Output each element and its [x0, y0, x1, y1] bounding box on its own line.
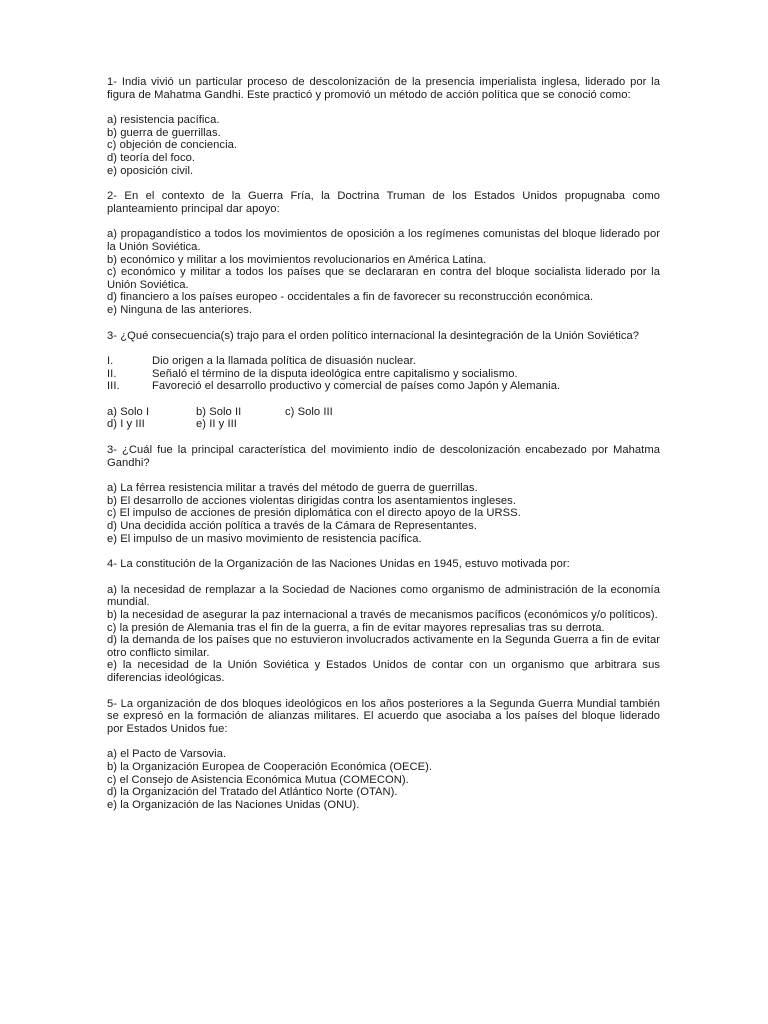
question-3a-statements — [107, 355, 660, 393]
option-d: d) I y III — [107, 418, 145, 431]
option-a: a) La férrea resistencia militar a través del método de guerra de guerrillas. — [107, 482, 478, 495]
option-b: b) El desarrollo de acciones violentas dirigidas contra los asentamientos ingleses. — [107, 494, 516, 507]
option-c: c) la presión de Alemania tras el fin de la guerra, a fin de evitar mayores represalias tras su derrota. — [107, 621, 605, 634]
option-e: e) El impulso de un masivo movimiento de resistencia pacífica. — [107, 532, 422, 545]
option-b: b) la Organización Europea de Cooperación Económica (OECE). — [107, 760, 433, 773]
option-e: e) Ninguna de las anteriores. — [107, 303, 253, 316]
question-1-options — [107, 114, 660, 177]
option-b: b) Solo II — [196, 405, 242, 418]
question-4-options — [107, 584, 660, 685]
option-d: d) teoría del foco. — [107, 151, 196, 164]
question-1-stem: 1- India vivió un particular proceso de descolonización de la presencia imperialista inglesa, liderado por la figura de Mahatma Gandhi. Este practicó y promovió un método de acción política que se conoció como: — [107, 76, 660, 101]
question-5-stem: 5- La organización de dos bloques ideológicos en los años posteriores a la Segunda Guerra Mundial también se expresó en la formación de alianzas militares. El acuerdo que asociaba a los países del bloque liderado por Estados Unidos fue: — [107, 697, 660, 735]
option-d: d) financiero a los países europeo - occidentales a fin de favorecer su reconstrucción económica. — [107, 291, 594, 304]
option-c: c) objeción de conciencia. — [107, 139, 238, 152]
option-a: a) Solo I — [107, 405, 150, 418]
option-c: c) El impulso de acciones de presión diplomática con el directo apoyo de la URSS. — [107, 507, 521, 520]
question-3a-stem: 3- ¿Qué consecuencia(s) trajo para el orden político internacional la desintegración de la Unión Soviética? — [107, 329, 640, 342]
option-a: a) propagandístico a todos los movimientos de oposición a los regímenes comunistas del bloque liderado por la Unión Soviética. — [107, 228, 660, 253]
option-c: c) el Consejo de Asistencia Económica Mutua (COMECON). — [107, 773, 409, 786]
option-c: c) económico y militar a todos los países que se declararan en contra del bloque socialista liderado por la Unión Soviética. — [107, 266, 660, 291]
option-a: a) el Pacto de Varsovia. — [107, 748, 227, 761]
question-2-options — [107, 228, 660, 316]
option-a: a) resistencia pacífica. — [107, 114, 220, 127]
statement-iii — [107, 380, 660, 393]
statement-number: III. — [107, 380, 120, 393]
question-3a-options — [107, 406, 660, 431]
option-e: e) oposición civil. — [107, 164, 194, 177]
question-5-options — [107, 748, 660, 811]
statement-text: Dio origen a la llamada política de disuasión nuclear. — [152, 355, 416, 368]
option-e: e) II y III — [196, 418, 237, 431]
option-c: c) Solo III — [285, 405, 333, 418]
question-3b-options — [107, 482, 660, 545]
statement-ii — [107, 368, 660, 381]
option-e: e) la Organización de las Naciones Unidas (ONU). — [107, 798, 360, 811]
exam-content — [107, 76, 660, 824]
option-b: b) la necesidad de asegurar la paz internacional a través de mecanismos pacíficos (económicos y/o políticos). — [107, 609, 658, 621]
statement-i — [107, 355, 660, 368]
option-d: d) la demanda de los países que no estuvieron involucrados activamente en la Segunda Guerra a fin de evitar otro conflicto similar. — [107, 634, 660, 659]
option-b: b) económico y militar a los movimientos revolucionarios en América Latina. — [107, 253, 487, 266]
question-3b-stem: 3- ¿Cuál fue la principal característica del movimiento indio de descolonización encabezado por Mahatma Gandhi? — [107, 444, 660, 469]
statement-number: I. — [107, 355, 114, 368]
question-4-stem: 4- La constitución de la Organización de las Naciones Unidas en 1945, estuvo motivada por: — [107, 558, 570, 571]
option-d: d) Una decidida acción política a través de la Cámara de Representantes. — [107, 520, 477, 533]
option-e: e) la necesidad de la Unión Soviética y Estados Unidos de contar con un organismo que arbitrara sus diferencias ideológicas. — [107, 659, 660, 684]
option-d: d) la Organización del Tratado del Atlántico Norte (OTAN). — [107, 786, 398, 799]
question-2-stem: 2- En el contexto de la Guerra Fría, la Doctrina Truman de los Estados Unidos propugnaba como planteamiento principal dar apoyo: — [107, 190, 660, 215]
statement-number: II. — [107, 367, 117, 380]
statement-text: Favoreció el desarrollo productivo y comercial de países como Japón y Alemania. — [152, 380, 561, 393]
option-b: b) guerra de guerrillas. — [107, 126, 221, 139]
option-a: a) la necesidad de remplazar a la Sociedad de Naciones como organismo de administración de la economía mundial. — [107, 583, 660, 609]
statement-text: Señaló el término de la disputa ideológica entre capitalismo y socialismo. — [152, 367, 518, 380]
